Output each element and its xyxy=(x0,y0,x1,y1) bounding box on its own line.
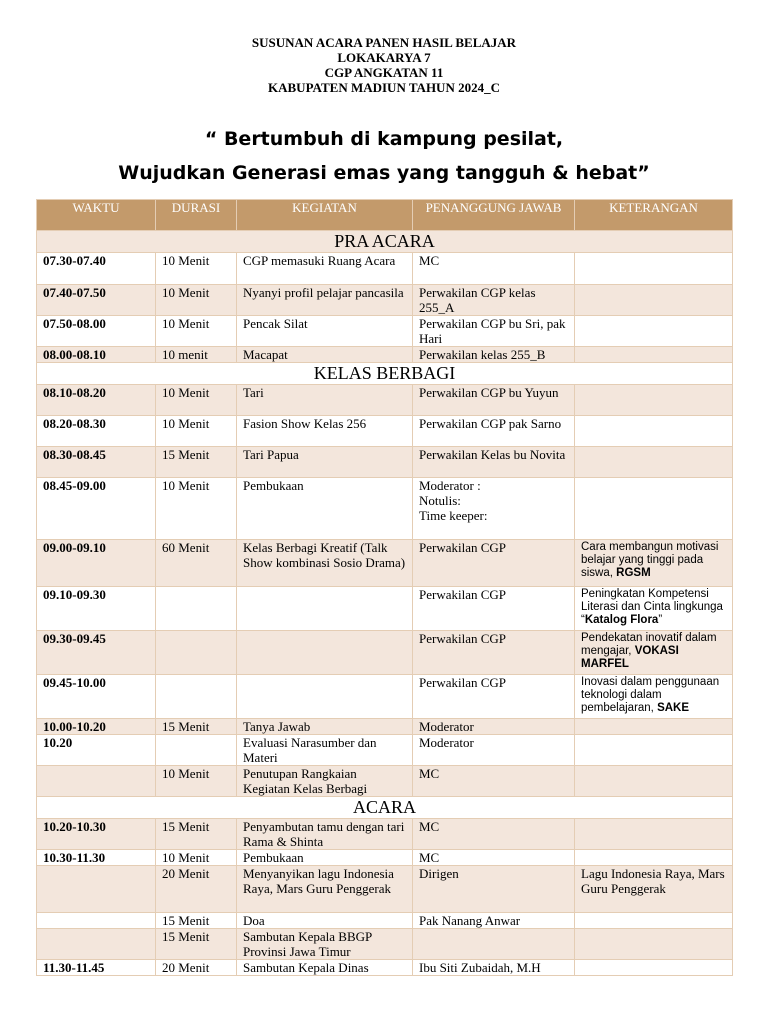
cell-durasi xyxy=(156,675,237,719)
cell-kegiatan: Tari Papua xyxy=(237,447,413,478)
cell-durasi: 15 Menit xyxy=(156,719,237,735)
title-line-1: SUSUNAN ACARA PANEN HASIL BELAJAR xyxy=(251,35,517,50)
cell-waktu: 09.10-09.30 xyxy=(37,587,156,631)
cell-keterangan: Lagu Indonesia Raya, Mars Guru Penggerak xyxy=(575,866,733,913)
cell-kegiatan: Tanya Jawab xyxy=(237,719,413,735)
cell-waktu: 10.30-11.30 xyxy=(37,850,156,866)
cell-pj: Perwakilan CGP xyxy=(413,631,575,675)
cell-waktu: 09.30-09.45 xyxy=(37,631,156,675)
cell-pj: Ibu Siti Zubaidah, M.H xyxy=(413,960,575,976)
cell-keterangan xyxy=(575,316,733,347)
cell-durasi: 10 menit xyxy=(156,347,237,363)
cell-pj: Perwakilan Kelas bu Novita xyxy=(413,447,575,478)
note-bold: RGSM xyxy=(616,567,651,579)
cell-durasi: 15 Menit xyxy=(156,929,237,960)
cell-pj: Perwakilan CGP xyxy=(413,675,575,719)
cell-waktu: 08.45-09.00 xyxy=(37,478,156,540)
table-row xyxy=(37,913,733,929)
cell-kegiatan xyxy=(237,631,413,675)
cell-kegiatan: Tari xyxy=(237,385,413,416)
section-row xyxy=(37,797,733,819)
table-row xyxy=(37,929,733,960)
cell-pj: Moderator xyxy=(413,719,575,735)
note-text: Pendekatan inovatif dalam mengajar, xyxy=(581,632,717,657)
schedule-table xyxy=(36,199,733,976)
note-suffix: ” xyxy=(658,614,663,626)
cell-kegiatan: Macapat xyxy=(237,347,413,363)
note-text: Inovasi dalam penggunaan teknologi dalam pembelajaran, xyxy=(581,676,720,714)
cell-kegiatan xyxy=(237,587,413,631)
cell-kegiatan: Penutupan Rangkaian Kegiatan Kelas Berbagi xyxy=(237,766,413,797)
note-text: Peningkatan Kompetensi Literasi dan Cinta lingkunga “ xyxy=(581,588,723,626)
cell-durasi: 10 Menit xyxy=(156,253,237,285)
cell-pj: Perwakilan CGP pak Sarno xyxy=(413,416,575,447)
cell-keterangan xyxy=(575,347,733,363)
cell-kegiatan: CGP memasuki Ruang Acara xyxy=(237,253,413,285)
cell-waktu: 07.40-07.50 xyxy=(37,285,156,316)
table-row xyxy=(37,766,733,797)
cell-keterangan xyxy=(575,631,733,675)
table-row xyxy=(37,675,733,719)
pj-time-keeper: Time keeper: xyxy=(419,508,488,523)
cell-keterangan xyxy=(575,735,733,766)
cell-pj xyxy=(413,929,575,960)
cell-durasi: 60 Menit xyxy=(156,540,237,587)
cell-waktu: 09.00-09.10 xyxy=(37,540,156,587)
cell-durasi: 10 Menit xyxy=(156,416,237,447)
cell-keterangan xyxy=(575,719,733,735)
table-row xyxy=(37,850,733,866)
cell-kegiatan: Doa xyxy=(237,913,413,929)
cell-kegiatan: Sambutan Kepala Dinas xyxy=(237,960,413,976)
cell-durasi: 10 Menit xyxy=(156,766,237,797)
cell-pj: Perwakilan CGP xyxy=(413,587,575,631)
cell-pj: Dirigen xyxy=(413,866,575,913)
cell-keterangan xyxy=(575,540,733,587)
table-row xyxy=(37,285,733,316)
cell-waktu xyxy=(37,929,156,960)
table-row xyxy=(37,819,733,850)
cell-durasi: 15 Menit xyxy=(156,819,237,850)
cell-keterangan xyxy=(575,478,733,540)
cell-waktu: 08.20-08.30 xyxy=(37,416,156,447)
cell-durasi: 10 Menit xyxy=(156,285,237,316)
col-header-durasi: DURASI xyxy=(156,200,237,231)
cell-waktu: 08.10-08.20 xyxy=(37,385,156,416)
motto-line-2: Wujudkan Generasi emas yang tangguh & hebat” xyxy=(118,162,650,184)
table-row xyxy=(37,253,733,285)
table-row xyxy=(37,960,733,976)
cell-pj: MC xyxy=(413,850,575,866)
cell-waktu: 09.45-10.00 xyxy=(37,675,156,719)
section-acara: ACARA xyxy=(37,797,733,819)
cell-waktu: 07.50-08.00 xyxy=(37,316,156,347)
col-header-keterangan: KETERANGAN xyxy=(575,200,733,231)
cell-durasi: 10 Menit xyxy=(156,316,237,347)
cell-keterangan xyxy=(575,913,733,929)
cell-pj: Perwakilan CGP bu Sri, pak Hari xyxy=(413,316,575,347)
title-line-2: LOKAKARYA 7 xyxy=(337,50,431,65)
note-bold: VOKASI MARFEL xyxy=(581,645,679,670)
cell-waktu xyxy=(37,913,156,929)
cell-durasi: 10 Menit xyxy=(156,385,237,416)
col-header-kegiatan: KEGIATAN xyxy=(237,200,413,231)
cell-kegiatan: Menyanyikan lagu Indonesia Raya, Mars Guru Penggerak xyxy=(237,866,413,913)
col-header-penanggung-jawab: PENANGGUNG JAWAB xyxy=(413,200,575,231)
cell-keterangan xyxy=(575,929,733,960)
cell-keterangan xyxy=(575,675,733,719)
cell-durasi xyxy=(156,587,237,631)
note-bold: Katalog Flora xyxy=(584,614,659,626)
table-row xyxy=(37,316,733,347)
cell-pj: MC xyxy=(413,766,575,797)
cell-durasi: 20 Menit xyxy=(156,866,237,913)
cell-pj: Moderator xyxy=(413,735,575,766)
cell-waktu xyxy=(37,866,156,913)
cell-kegiatan: Evaluasi Narasumber dan Materi xyxy=(237,735,413,766)
note-bold: SAKE xyxy=(657,702,690,714)
col-header-waktu: WAKTU xyxy=(37,200,156,231)
cell-keterangan xyxy=(575,587,733,631)
cell-pj: Pak Nanang Anwar xyxy=(413,913,575,929)
table-row xyxy=(37,587,733,631)
section-kelas-berbagi: KELAS BERBAGI xyxy=(37,363,733,385)
cell-waktu: 10.20 xyxy=(37,735,156,766)
title-line-3: CGP ANGKATAN 11 xyxy=(324,65,444,80)
cell-keterangan xyxy=(575,850,733,866)
cell-waktu: 11.30-11.45 xyxy=(37,960,156,976)
cell-durasi xyxy=(156,631,237,675)
cell-durasi: 15 Menit xyxy=(156,913,237,929)
table-row xyxy=(37,866,733,913)
cell-kegiatan: Kelas Berbagi Kreatif (Talk Show kombinasi Sosio Drama) xyxy=(237,540,413,587)
section-row xyxy=(37,363,733,385)
cell-pj: Perwakilan CGP bu Yuyun xyxy=(413,385,575,416)
cell-kegiatan: Pembukaan xyxy=(237,478,413,540)
cell-kegiatan xyxy=(237,675,413,719)
cell-waktu: 07.30-07.40 xyxy=(37,253,156,285)
cell-waktu: 08.30-08.45 xyxy=(37,447,156,478)
cell-durasi: 10 Menit xyxy=(156,850,237,866)
cell-pj: Perwakilan CGP kelas 255_A xyxy=(413,285,575,316)
cell-kegiatan: Penyambutan tamu dengan tari Rama & Shinta xyxy=(237,819,413,850)
cell-keterangan xyxy=(575,960,733,976)
note-text: Cara membangun motivasi belajar yang tinggi pada siswa, xyxy=(581,541,719,579)
cell-keterangan xyxy=(575,253,733,285)
cell-pj: MC xyxy=(413,253,575,285)
title-line-4: KABUPATEN MADIUN TAHUN 2024_C xyxy=(268,80,500,95)
table-row xyxy=(37,719,733,735)
section-pra-acara: PRA ACARA xyxy=(37,231,733,253)
cell-kegiatan: Fasion Show Kelas 256 xyxy=(237,416,413,447)
table-row xyxy=(37,416,733,447)
table-row xyxy=(37,478,733,540)
cell-kegiatan: Pencak Silat xyxy=(237,316,413,347)
table-row xyxy=(37,540,733,587)
cell-durasi: 20 Menit xyxy=(156,960,237,976)
table-row xyxy=(37,447,733,478)
table-row xyxy=(37,735,733,766)
cell-pj: Perwakilan CGP xyxy=(413,540,575,587)
cell-keterangan xyxy=(575,766,733,797)
cell-kegiatan: Pembukaan xyxy=(237,850,413,866)
document-title xyxy=(0,35,768,95)
motto-line-1: “ Bertumbuh di kampung pesilat, xyxy=(204,128,564,150)
cell-keterangan xyxy=(575,385,733,416)
cell-waktu xyxy=(37,766,156,797)
cell-kegiatan: Nyanyi profil pelajar pancasila xyxy=(237,285,413,316)
table-row xyxy=(37,347,733,363)
cell-kegiatan: Sambutan Kepala BBGP Provinsi Jawa Timur xyxy=(237,929,413,960)
table-row xyxy=(37,631,733,675)
cell-durasi xyxy=(156,735,237,766)
table-row xyxy=(37,385,733,416)
cell-waktu: 08.00-08.10 xyxy=(37,347,156,363)
cell-waktu: 10.20-10.30 xyxy=(37,819,156,850)
pj-notulis: Notulis: xyxy=(419,493,461,508)
cell-pj xyxy=(413,478,575,540)
pj-moderator: Moderator : xyxy=(419,478,481,493)
cell-keterangan xyxy=(575,447,733,478)
cell-durasi: 10 Menit xyxy=(156,478,237,540)
cell-pj: Perwakilan kelas 255_B xyxy=(413,347,575,363)
cell-pj: MC xyxy=(413,819,575,850)
section-row xyxy=(37,231,733,253)
cell-durasi: 15 Menit xyxy=(156,447,237,478)
cell-keterangan xyxy=(575,416,733,447)
cell-waktu: 10.00-10.20 xyxy=(37,719,156,735)
cell-keterangan xyxy=(575,819,733,850)
cell-keterangan xyxy=(575,285,733,316)
table-header-row xyxy=(37,200,733,231)
